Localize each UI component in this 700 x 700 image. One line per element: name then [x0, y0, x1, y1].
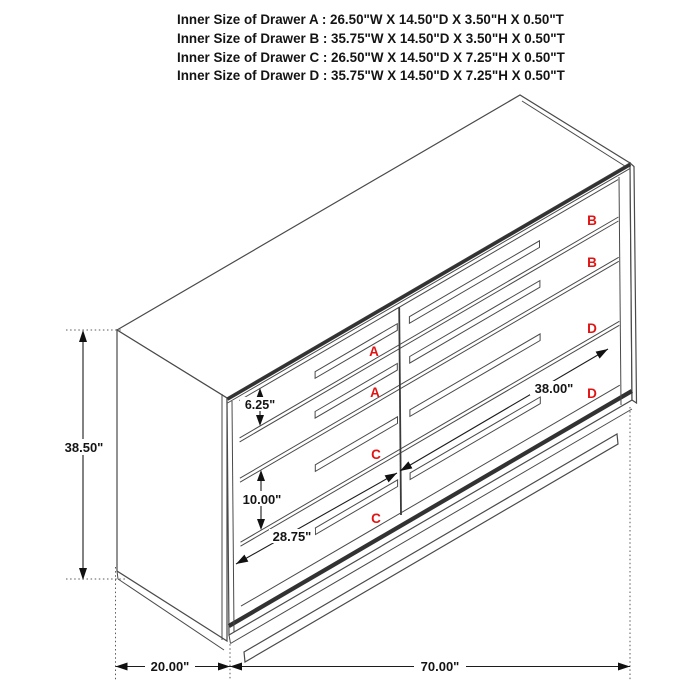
drawer-label-a1: A [369, 344, 379, 359]
drawer-d-width-value: 38.00" [534, 381, 574, 396]
overall-height-value: 38.50" [64, 440, 104, 455]
spec-line-drawer-d: Inner Size of Drawer D : 35.75"W X 14.50"D X 7.25"H X 0.50"T [177, 68, 565, 84]
drawer-c-height-value: 10.00" [242, 492, 282, 507]
drawer-label-c2: C [371, 511, 381, 526]
overall-width-value: 70.00" [420, 659, 460, 674]
spec-line-drawer-b: Inner Size of Drawer B : 35.75"W X 14.50"D X 3.50"H X 0.50"T [177, 30, 565, 46]
drawer-label-c1: C [371, 447, 381, 462]
spec-line-drawer-a: Inner Size of Drawer A : 26.50"W X 14.50"D X 3.50"H X 0.50"T [177, 12, 564, 27]
drawer-label-b1: B [587, 213, 597, 228]
drawer-c-width-value: 28.75" [272, 529, 312, 544]
drawer-label-d1: D [587, 321, 597, 336]
drawer-label-b2: B [587, 255, 597, 270]
spec-line-drawer-c: Inner Size of Drawer C : 26.50"W X 14.50"D X 7.25"H X 0.50"T [177, 49, 565, 65]
drawer-label-a2: A [370, 385, 380, 400]
depth-value: 20.00" [150, 659, 190, 674]
drawer-a-height-value: 6.25" [244, 398, 276, 412]
drawer-label-d2: D [587, 386, 597, 401]
